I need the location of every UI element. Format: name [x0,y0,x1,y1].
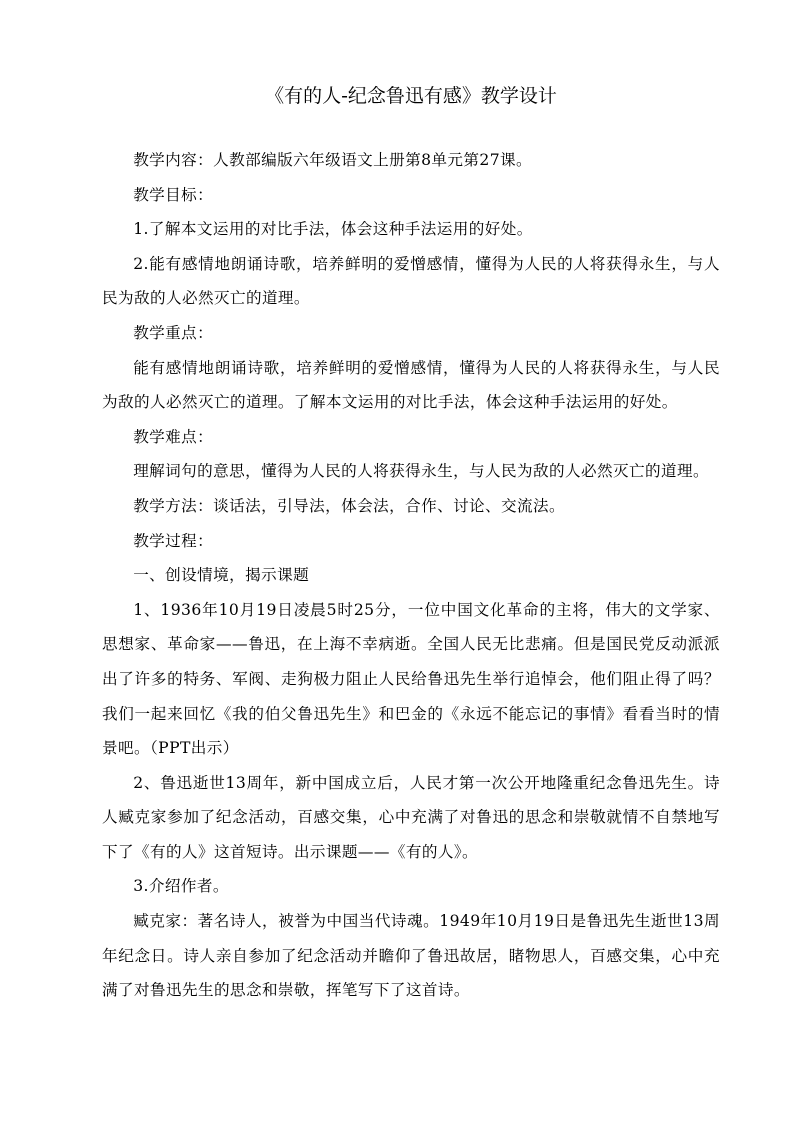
paragraph-difficulties: 理解词句的意思，懂得为人民的人将获得永生，与人民为敌的人必然灭亡的道理。 [133,462,709,481]
paragraph-objective-2: 2.能有感情地朗诵诗歌，培养鲜明的爱憎感情，懂得为人民的人将获得永生，与人民为敌的人必然灭亡的道理。 [102,254,720,308]
paragraph-difficulties-heading: 教学难点： [133,427,214,446]
paragraph-author-intro: 臧克家：著名诗人，被誉为中国当代诗魂。1949年10月19日是鲁迅先生逝世13周年纪念日。诗人亲自参加了纪念活动并瞻仰了鲁迅故居，睹物思人，百感交集，心中充满了对鲁迅先生的思念和崇敬，挥笔写下了这首诗。 [102,912,720,1000]
document-body [102,143,720,1008]
paragraph-step-3: 3.介绍作者。 [133,877,229,896]
paragraph-key-points: 能有感情地朗诵诗歌，培养鲜明的爱憎感情，懂得为人民的人将获得永生，与人民为敌的人必然灭亡的道理。了解本文运用的对比手法，体会这种手法运用的好处。 [102,358,720,412]
paragraph-objective-1: 1.了解本文运用的对比手法，体会这种手法运用的好处。 [133,220,533,239]
paragraph-section-1-heading: 一、创设情境，揭示课题 [133,566,310,585]
paragraph-methods: 教学方法：谈话法，引导法，体会法，合作、讨论、交流法。 [133,496,566,515]
paragraph-objectives-heading: 教学目标： [133,185,214,204]
paragraph-teaching-content: 教学内容：人教部编版六年级语文上册第8单元第27课。 [133,151,533,169]
paragraph-step-2: 2、鲁迅逝世13周年，新中国成立后，人民才第一次公开地隆重纪念鲁迅先生。诗人臧克家参加了纪念活动，百感交集，心中充满了对鲁迅的思念和崇敬就情不自禁地写下了《有的人》这首短诗。出示课题——《有的人》。 [102,773,720,861]
paragraph-step-1: 1、1936年10月19日凌晨5时25分，一位中国文化革命的主将，伟大的文学家、思想家、革命家——鲁迅，在上海不幸病逝。全国人民无比悲痛。但是国民党反动派派出了许多的特务、军阀、走狗极力阻止人民给鲁迅先生举行追悼会，他们阻止得了吗？我们一起来回忆《我的伯父鲁迅先生》和巴金的《永远不能忘记的事情》看看当时的情景吧。（PPT出示） [102,600,720,758]
paragraph-process-heading: 教学过程： [133,531,214,550]
document-title: 《有的人-纪念鲁迅有感》教学设计 [265,85,557,107]
paragraph-key-points-heading: 教学重点： [133,323,214,342]
